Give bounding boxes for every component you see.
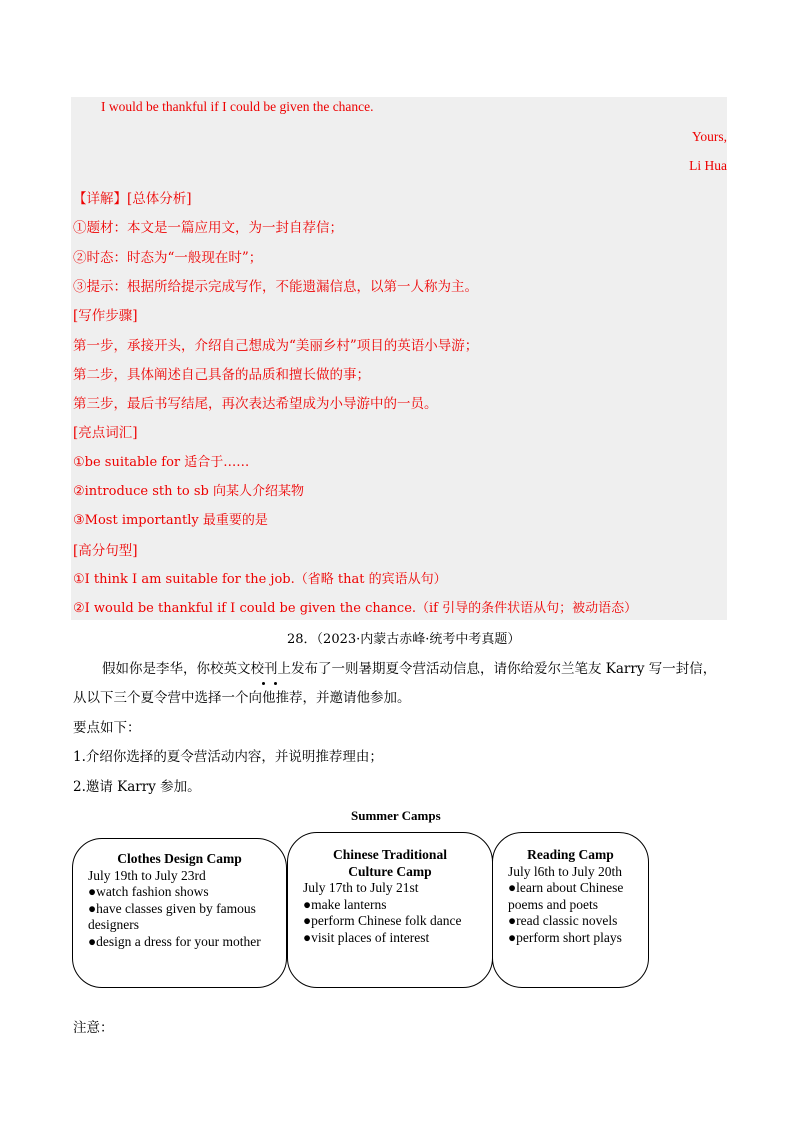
camp-name: Chinese Traditional	[333, 847, 447, 862]
question-prompt-line1: 假如你是李华，你校英文校刊上发布了一则暑期夏令营活动信息，请你给爱尔兰笔友 Karry 写一封信，	[102, 661, 717, 677]
vocab-header: [亮点词汇]	[73, 425, 138, 441]
vocab-3: ③Most importantly 最重要的是	[73, 513, 268, 528]
camp-dates: July 17th to July 21st	[303, 880, 419, 895]
steps-header: [写作步骤]	[73, 308, 138, 324]
camp-card-reading	[492, 832, 649, 988]
requirement-1: 1.介绍你选择的夏令营活动内容，并说明推荐理由；	[73, 749, 383, 765]
sentence-2: ②I would be thankful if I could be given the chance.（if 引导的条件状语从句；被动语态）	[73, 601, 638, 616]
camp-activity: ●perform Chinese folk dance	[303, 913, 462, 928]
camp-activity: ●learn about Chinese	[508, 880, 624, 895]
step-3: 第三步，最后书写结尾，再次表达希望成为小导游中的一员。	[73, 396, 438, 412]
question-prompt-line2: 从以下三个夏令营中选择一个向他推荐，并邀请他参加。	[73, 690, 411, 706]
sentence-1: ①I think I am suitable for the job.（省略 that 的宾语从句）	[73, 572, 447, 587]
analysis-point-2: ②时态：时态为“一般现在时”；	[73, 250, 263, 266]
camp-activity: ●read classic novels	[508, 913, 618, 928]
emphasis-dot	[274, 682, 277, 685]
camp-dates: July 19th to July 23rd	[88, 867, 206, 883]
camp-activity: ●watch fashion shows	[88, 884, 209, 899]
camp-activity: designers	[88, 917, 139, 932]
camp-name: Reading Camp	[527, 847, 614, 862]
camp-card-chinese-culture	[287, 832, 493, 988]
analysis-point-1: ①题材：本文是一篇应用文，为一封自荐信；	[73, 220, 343, 236]
camp-dates: July l6th to July 20th	[508, 863, 623, 879]
emphasis-dot	[262, 682, 265, 685]
signature: Li Hua	[689, 158, 727, 173]
camp-activity: ●have classes given by famous	[88, 900, 256, 916]
step-2: 第二步，具体阐述自己具备的品质和擅长做的事；	[73, 367, 370, 383]
vocab-2: ②introduce sth to sb 向某人介绍某物	[73, 484, 304, 499]
analysis-header: 【详解】[总体分析]	[73, 191, 192, 207]
camp-activity: ●design a dress for your mother	[88, 933, 261, 949]
camp-activity: ●visit places of interest	[303, 929, 430, 945]
answer-analysis-block	[71, 97, 727, 620]
notes-header: 注意：	[73, 1020, 114, 1036]
question-number-source: 28．（2023·内蒙古赤峰·统考中考真题）	[287, 632, 521, 647]
camps-title: Summer Camps	[351, 808, 441, 823]
requirements-header: 要点如下：	[73, 720, 141, 736]
vocab-1: ①be suitable for 适合于……	[73, 455, 250, 470]
sentence-header: [高分句型]	[73, 543, 138, 559]
closing-sentence: I would be thankful if I could be given the chance.	[101, 99, 374, 114]
camp-activity: ●perform short plays	[508, 929, 622, 945]
camp-card-clothes-design	[72, 838, 287, 988]
requirement-2: 2.邀请 Karry 参加。	[73, 779, 201, 795]
camp-activity: poems and poets	[508, 896, 598, 912]
signoff: Yours,	[691, 129, 727, 144]
camp-activity: ●make lanterns	[303, 896, 387, 912]
analysis-point-3: ③提示：根据所给提示完成写作，不能遗漏信息，以第一人称为主。	[73, 279, 478, 295]
step-1: 第一步，承接开头，介绍自己想成为“美丽乡村”项目的英语小导游；	[73, 338, 479, 354]
camp-name-line2: Culture Camp	[348, 863, 432, 879]
camp-name: Clothes Design Camp	[117, 851, 242, 866]
